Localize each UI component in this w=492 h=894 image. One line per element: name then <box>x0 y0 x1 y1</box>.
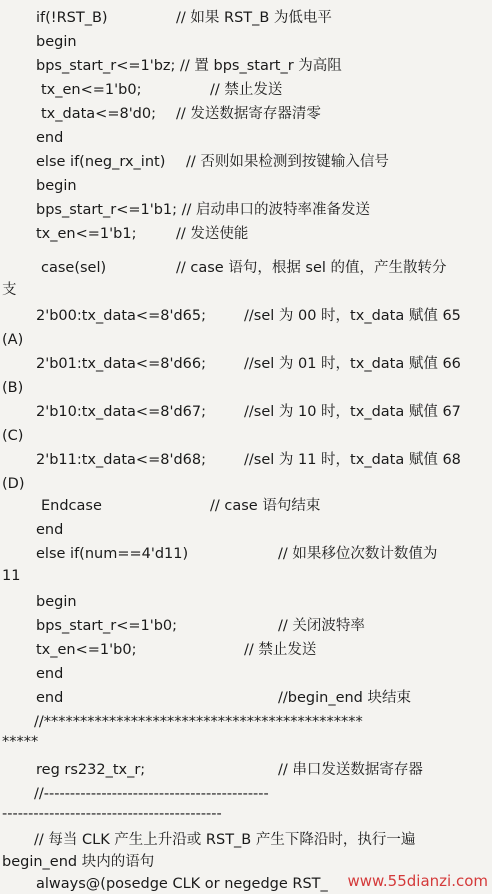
code-text: //------------------------------------------- <box>34 786 269 802</box>
code-text: if(!RST_B) <box>36 10 108 26</box>
code-text: begin <box>36 34 77 50</box>
code-text: bps_start_r<=1'b1; // 启动串口的波特率准备发送 <box>36 202 371 218</box>
code-comment: // 禁止发送 <box>244 642 317 658</box>
code-comment: //begin_end 块结束 <box>278 690 411 706</box>
code-comment: // 否则如果检测到按键输入信号 <box>186 154 389 170</box>
code-text: Endcase <box>41 498 102 514</box>
code-text: tx_data<=8'd0; <box>41 106 157 122</box>
code-comment: // 发送使能 <box>176 226 249 242</box>
code-comment: // 如果 RST_B 为低电平 <box>176 10 332 26</box>
code-comment: //sel 为 11 时，tx_data 赋值 68 <box>244 452 461 468</box>
code-text: //******************************************** <box>34 714 363 730</box>
code-text: reg rs232_tx_r; <box>36 762 146 778</box>
code-text: end <box>36 690 64 706</box>
code-text: else if(num==4'd11) <box>36 546 189 562</box>
code-text: always@(posedge CLK or negedge RST_ <box>36 876 328 892</box>
code-text: bps_start_r<=1'b0; <box>36 618 178 634</box>
code-comment: // 关闭波特率 <box>278 618 365 634</box>
code-comment: // 串口发送数据寄存器 <box>278 762 423 778</box>
code-text: 2'b00:tx_data<=8'd65; <box>36 308 206 324</box>
code-text: end <box>36 130 64 146</box>
code-text: begin <box>36 178 77 194</box>
code-text: begin_end 块内的语句 <box>2 854 155 870</box>
code-comment: //sel 为 01 时，tx_data 赋值 66 <box>244 356 461 372</box>
code-text: ***** <box>2 734 39 750</box>
code-comment: // case 语句，根据 sel 的值，产生散转分 <box>176 260 447 276</box>
code-text: 2'b10:tx_data<=8'd67; <box>36 404 206 420</box>
code-comment: //sel 为 00 时，tx_data 赋值 65 <box>244 308 461 324</box>
code-text: bps_start_r<=1'bz; // 置 bps_start_r 为高阻 <box>36 58 342 74</box>
code-text: (D) <box>2 476 25 492</box>
code-text: end <box>36 522 64 538</box>
code-text: 2'b01:tx_data<=8'd66; <box>36 356 206 372</box>
code-text: 支 <box>2 282 17 298</box>
code-text: (C) <box>2 428 24 444</box>
code-text: end <box>36 666 64 682</box>
code-comment: // case 语句结束 <box>210 498 321 514</box>
watermark-text: www.55dianzi.com <box>347 872 488 890</box>
code-comment: // 发送数据寄存器清零 <box>176 106 321 122</box>
code-text: 11 <box>2 568 21 584</box>
code-text: begin <box>36 594 77 610</box>
code-text: tx_en<=1'b0; <box>36 642 137 658</box>
code-text: case(sel) <box>41 260 107 276</box>
code-text: (B) <box>2 380 24 396</box>
code-comment: // 如果移位次数计数值为 <box>278 546 438 562</box>
code-text: tx_en<=1'b0; <box>41 82 142 98</box>
code-text: // 每当 CLK 产生上升沿或 RST_B 产生下降沿时，执行一遍 <box>34 832 416 848</box>
code-text: 2'b11:tx_data<=8'd68; <box>36 452 206 468</box>
code-text: tx_en<=1'b1; <box>36 226 137 242</box>
code-text: (A) <box>2 332 24 348</box>
code-text: else if(neg_rx_int) <box>36 154 166 170</box>
code-text: ------------------------------------------ <box>2 806 222 822</box>
code-comment: //sel 为 10 时，tx_data 赋值 67 <box>244 404 461 420</box>
code-comment: // 禁止发送 <box>210 82 283 98</box>
